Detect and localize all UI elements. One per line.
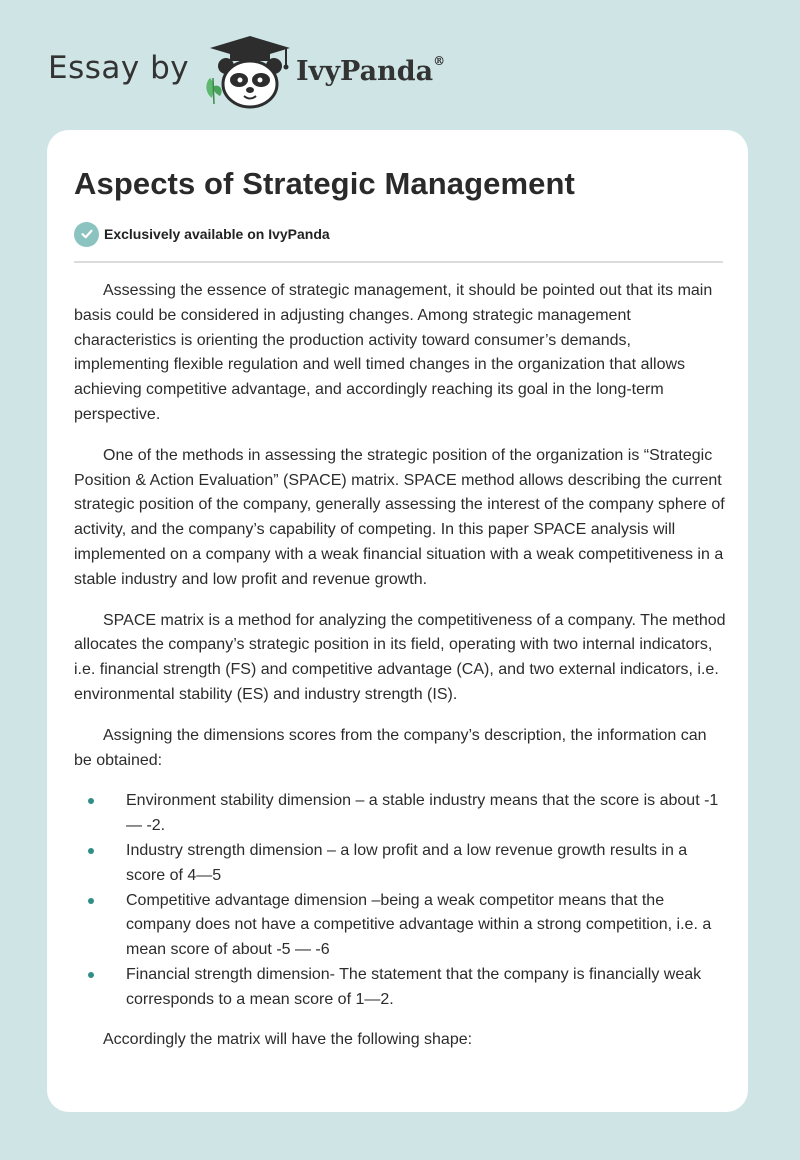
paragraph: Assessing the essence of strategic management, it should be pointed out that its main basis could be considered in adjusting changes. Among strategic management characteristics is orienting the production activity toward consumer’s demands, implementing flexible regulation and well timed changes in the organization that allows achieving competitive advantage, and accordingly reaching its goal in the long-term perspective. (74, 282, 713, 423)
brand-name-text: IvyPanda (296, 56, 434, 87)
paragraph: One of the methods in assessing the strategic position of the organization is “Strategic Position & Action Evaluation” (SPACE) matrix. SPACE method allows describing the current strategic position of the company, generally assessing the interest of the company sphere of activity, and the company’s capability of competing. In this paper SPACE analysis will implemented on a company with a weak financial situation with a weak competitiveness in a stable industry and low profit and revenue growth. (74, 446, 725, 588)
paragraph: Assigning the dimensions scores from the company’s description, the information can be obtained: (74, 726, 707, 769)
list-item: Competitive advantage dimension –being a weak competitor means that the company does not have a competitive advantage within a strong competition, i.e. a mean score of about -5 — -6 (74, 889, 726, 963)
badge-text: Exclusively available on IvyPanda (104, 226, 330, 242)
brand-name[interactable] (296, 56, 445, 87)
check-icon (74, 222, 99, 247)
dimension-list (74, 789, 726, 1012)
essay-by-label: Essay by (48, 50, 190, 86)
paragraph: Accordingly the matrix will have the following shape: (103, 1030, 473, 1048)
paragraph: SPACE matrix is a method for analyzing the competitiveness of a company. The method allocates the company’s strategic position in its field, operating with two internal indicators, i.e. financial strength (FS) and competitive advantage (CA), and two external indicators, i.e. environmental stability (ES) and industry strength (IS). (74, 611, 726, 703)
site-header (0, 0, 800, 130)
panda-logo-icon[interactable] (200, 34, 294, 110)
list-item: Financial strength dimension- The statement that the company is financially weak corresponds to a mean score of 1—2. (74, 963, 726, 1013)
list-item: Industry strength dimension – a low profit and a low revenue growth results in a score of 4—5 (74, 839, 726, 889)
list-item: Environment stability dimension – a stable industry means that the score is about -1 — -2. (74, 789, 726, 839)
registered-mark: ® (433, 54, 446, 68)
divider (74, 261, 723, 263)
essay-card (47, 130, 748, 1112)
essay-body (74, 279, 726, 1068)
exclusive-badge (74, 221, 330, 247)
essay-title: Aspects of Strategic Management (74, 166, 575, 201)
